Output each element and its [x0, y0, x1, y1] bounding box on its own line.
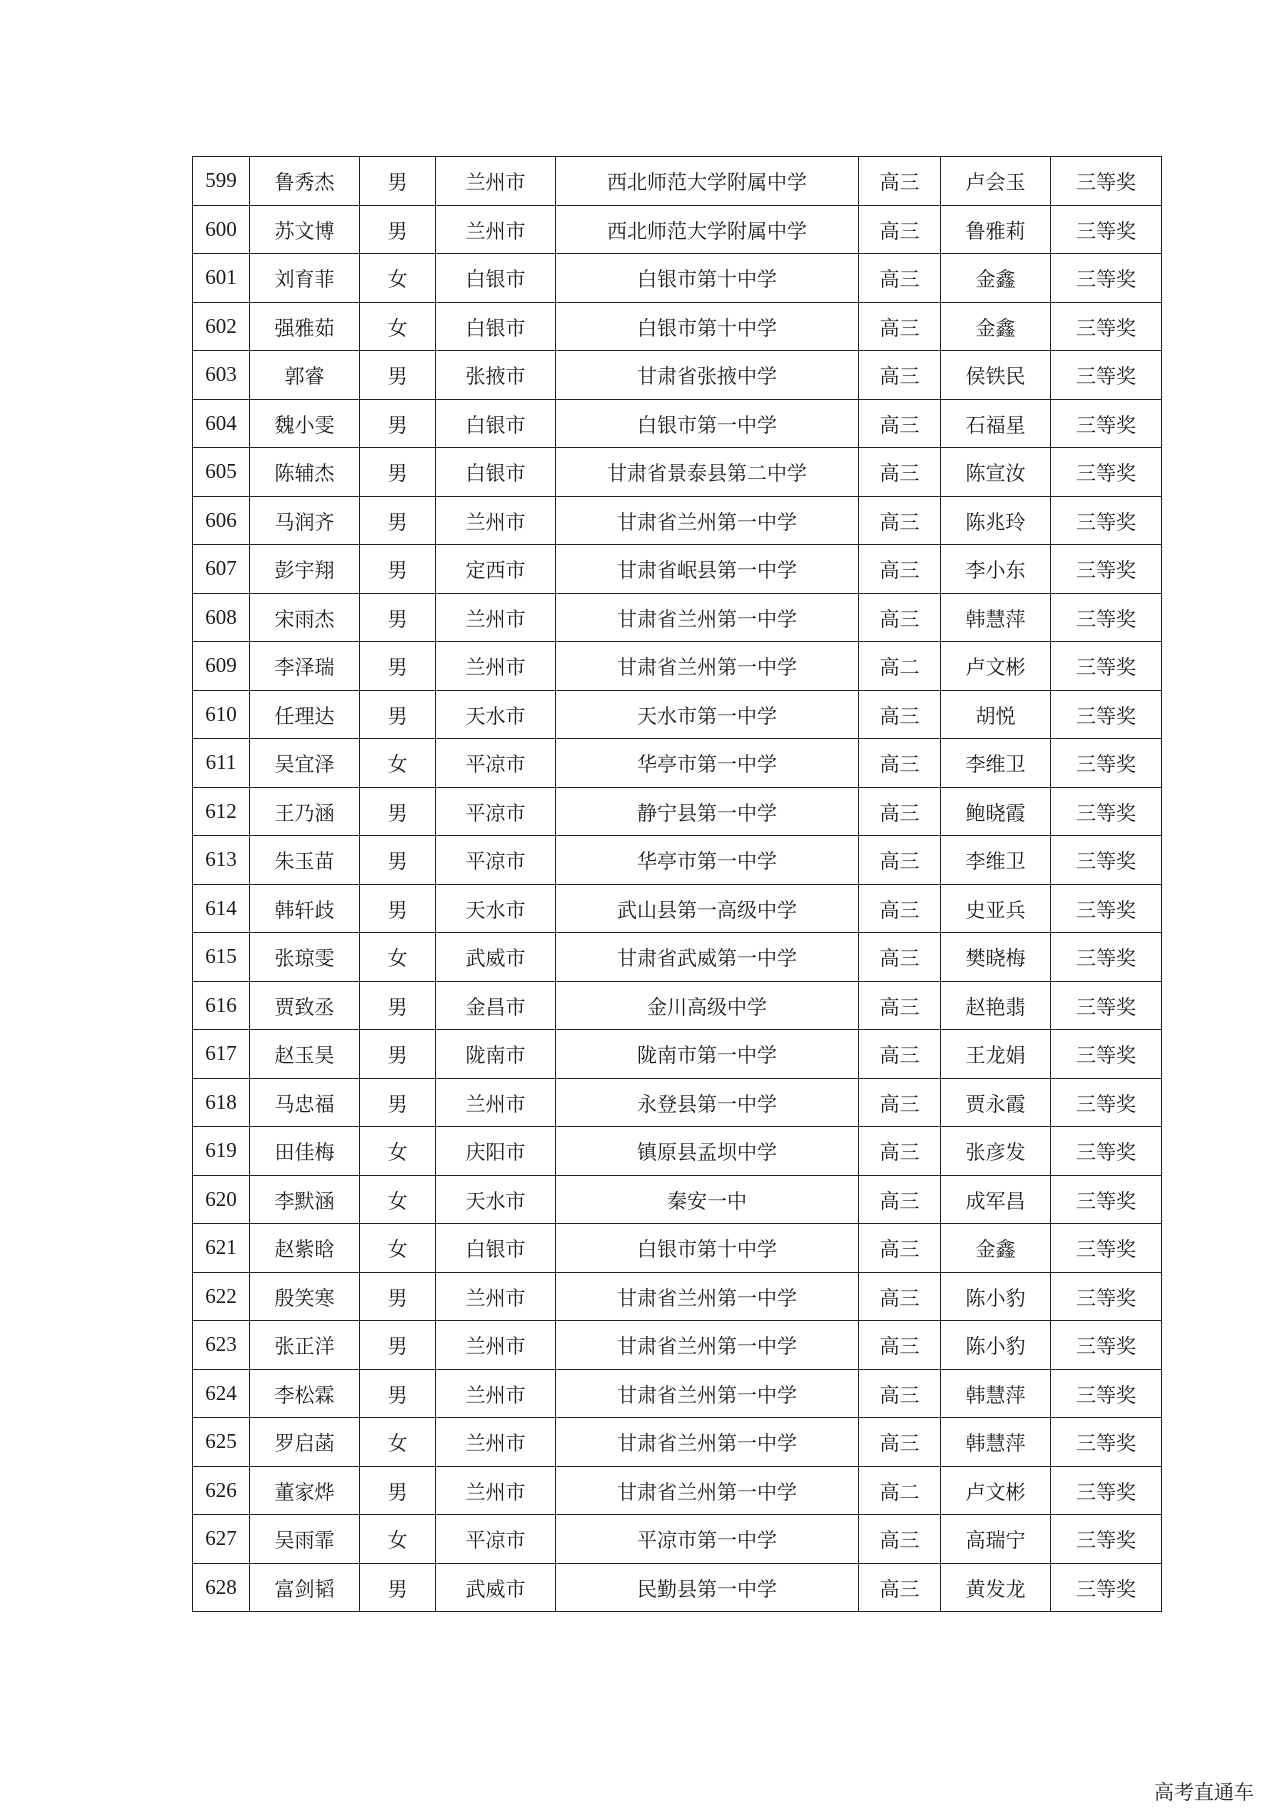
school-cell: 甘肃省景泰县第二中学: [556, 448, 859, 497]
teacher-cell: 韩慧萍: [941, 1418, 1051, 1467]
gender-cell: 女: [360, 1515, 436, 1564]
table-row: [193, 254, 1162, 303]
index-cell: 627: [193, 1515, 250, 1564]
grade-cell: 高三: [859, 739, 941, 788]
grade-cell: 高三: [859, 1272, 941, 1321]
name-cell: 刘育菲: [250, 254, 360, 303]
table-row: [193, 399, 1162, 448]
table-row: [193, 884, 1162, 933]
school-cell: 平凉市第一中学: [556, 1515, 859, 1564]
school-cell: 金川高级中学: [556, 981, 859, 1030]
award-cell: 三等奖: [1051, 1224, 1162, 1273]
school-cell: 西北师范大学附属中学: [556, 205, 859, 254]
table-row: [193, 1224, 1162, 1273]
city-cell: 天水市: [436, 884, 556, 933]
teacher-cell: 黄发龙: [941, 1563, 1051, 1612]
school-cell: 白银市第十中学: [556, 1224, 859, 1273]
city-cell: 白银市: [436, 302, 556, 351]
grade-cell: 高三: [859, 302, 941, 351]
index-cell: 621: [193, 1224, 250, 1273]
name-cell: 赵玉昊: [250, 1030, 360, 1079]
teacher-cell: 王龙娟: [941, 1030, 1051, 1079]
award-cell: 三等奖: [1051, 1418, 1162, 1467]
award-cell: 三等奖: [1051, 448, 1162, 497]
name-cell: 张正洋: [250, 1321, 360, 1370]
teacher-cell: 胡悦: [941, 690, 1051, 739]
grade-cell: 高三: [859, 1563, 941, 1612]
name-cell: 郭睿: [250, 351, 360, 400]
index-cell: 600: [193, 205, 250, 254]
gender-cell: 男: [360, 1369, 436, 1418]
name-cell: 董家烨: [250, 1466, 360, 1515]
name-cell: 陈辅杰: [250, 448, 360, 497]
grade-cell: 高三: [859, 1224, 941, 1273]
award-cell: 三等奖: [1051, 690, 1162, 739]
teacher-cell: 鲍晓霞: [941, 787, 1051, 836]
teacher-cell: 侯铁民: [941, 351, 1051, 400]
city-cell: 兰州市: [436, 1369, 556, 1418]
grade-cell: 高三: [859, 787, 941, 836]
award-cell: 三等奖: [1051, 787, 1162, 836]
grade-cell: 高三: [859, 254, 941, 303]
index-cell: 625: [193, 1418, 250, 1467]
city-cell: 陇南市: [436, 1030, 556, 1079]
city-cell: 白银市: [436, 399, 556, 448]
table-row: [193, 1030, 1162, 1079]
name-cell: 殷笑寒: [250, 1272, 360, 1321]
city-cell: 兰州市: [436, 1272, 556, 1321]
table-row: [193, 836, 1162, 885]
teacher-cell: 赵艳翡: [941, 981, 1051, 1030]
award-cell: 三等奖: [1051, 642, 1162, 691]
gender-cell: 男: [360, 884, 436, 933]
city-cell: 兰州市: [436, 593, 556, 642]
index-cell: 620: [193, 1175, 250, 1224]
table-row: [193, 593, 1162, 642]
teacher-cell: 陈兆玲: [941, 496, 1051, 545]
gender-cell: 女: [360, 254, 436, 303]
teacher-cell: 樊晓梅: [941, 933, 1051, 982]
school-cell: 白银市第一中学: [556, 399, 859, 448]
name-cell: 李默涵: [250, 1175, 360, 1224]
school-cell: 甘肃省岷县第一中学: [556, 545, 859, 594]
index-cell: 616: [193, 981, 250, 1030]
gender-cell: 男: [360, 448, 436, 497]
grade-cell: 高三: [859, 351, 941, 400]
name-cell: 田佳梅: [250, 1127, 360, 1176]
index-cell: 626: [193, 1466, 250, 1515]
school-cell: 天水市第一中学: [556, 690, 859, 739]
award-cell: 三等奖: [1051, 884, 1162, 933]
gender-cell: 男: [360, 787, 436, 836]
award-cell: 三等奖: [1051, 545, 1162, 594]
city-cell: 兰州市: [436, 1321, 556, 1370]
index-cell: 599: [193, 157, 250, 206]
school-cell: 永登县第一中学: [556, 1078, 859, 1127]
grade-cell: 高二: [859, 642, 941, 691]
city-cell: 兰州市: [436, 496, 556, 545]
index-cell: 611: [193, 739, 250, 788]
table-row: [193, 545, 1162, 594]
city-cell: 兰州市: [436, 1078, 556, 1127]
teacher-cell: 金鑫: [941, 254, 1051, 303]
name-cell: 李泽瑞: [250, 642, 360, 691]
grade-cell: 高三: [859, 545, 941, 594]
index-cell: 624: [193, 1369, 250, 1418]
teacher-cell: 卢文彬: [941, 1466, 1051, 1515]
school-cell: 甘肃省兰州第一中学: [556, 1466, 859, 1515]
school-cell: 静宁县第一中学: [556, 787, 859, 836]
table-row: [193, 1175, 1162, 1224]
gender-cell: 男: [360, 496, 436, 545]
name-cell: 贾致丞: [250, 981, 360, 1030]
school-cell: 华亭市第一中学: [556, 836, 859, 885]
teacher-cell: 卢会玉: [941, 157, 1051, 206]
award-cell: 三等奖: [1051, 205, 1162, 254]
index-cell: 612: [193, 787, 250, 836]
teacher-cell: 金鑫: [941, 1224, 1051, 1273]
city-cell: 平凉市: [436, 787, 556, 836]
teacher-cell: 高瑞宁: [941, 1515, 1051, 1564]
award-cell: 三等奖: [1051, 254, 1162, 303]
teacher-cell: 陈小豹: [941, 1321, 1051, 1370]
name-cell: 富剑韬: [250, 1563, 360, 1612]
school-cell: 镇原县孟坝中学: [556, 1127, 859, 1176]
gender-cell: 女: [360, 1224, 436, 1273]
grade-cell: 高三: [859, 1515, 941, 1564]
city-cell: 平凉市: [436, 836, 556, 885]
grade-cell: 高二: [859, 1466, 941, 1515]
name-cell: 彭宇翔: [250, 545, 360, 594]
school-cell: 秦安一中: [556, 1175, 859, 1224]
teacher-cell: 卢文彬: [941, 642, 1051, 691]
grade-cell: 高三: [859, 1127, 941, 1176]
gender-cell: 女: [360, 1418, 436, 1467]
teacher-cell: 韩慧萍: [941, 1369, 1051, 1418]
gender-cell: 男: [360, 593, 436, 642]
award-cell: 三等奖: [1051, 981, 1162, 1030]
gender-cell: 男: [360, 981, 436, 1030]
award-cell: 三等奖: [1051, 496, 1162, 545]
table-row: [193, 1078, 1162, 1127]
city-cell: 兰州市: [436, 1418, 556, 1467]
grade-cell: 高三: [859, 981, 941, 1030]
city-cell: 白银市: [436, 254, 556, 303]
table-row: [193, 1127, 1162, 1176]
award-cell: 三等奖: [1051, 1563, 1162, 1612]
name-cell: 魏小雯: [250, 399, 360, 448]
teacher-cell: 李维卫: [941, 836, 1051, 885]
table-body: [193, 157, 1162, 1612]
teacher-cell: 贾永霞: [941, 1078, 1051, 1127]
award-cell: 三等奖: [1051, 933, 1162, 982]
grade-cell: 高三: [859, 1418, 941, 1467]
teacher-cell: 张彦发: [941, 1127, 1051, 1176]
grade-cell: 高三: [859, 884, 941, 933]
gender-cell: 男: [360, 1563, 436, 1612]
teacher-cell: 陈小豹: [941, 1272, 1051, 1321]
table-row: [193, 157, 1162, 206]
gender-cell: 男: [360, 157, 436, 206]
grade-cell: 高三: [859, 1078, 941, 1127]
table-row: [193, 496, 1162, 545]
gender-cell: 男: [360, 1030, 436, 1079]
index-cell: 610: [193, 690, 250, 739]
index-cell: 604: [193, 399, 250, 448]
school-cell: 华亭市第一中学: [556, 739, 859, 788]
gender-cell: 男: [360, 1272, 436, 1321]
teacher-cell: 李小东: [941, 545, 1051, 594]
table-row: [193, 933, 1162, 982]
school-cell: 甘肃省兰州第一中学: [556, 642, 859, 691]
award-cell: 三等奖: [1051, 399, 1162, 448]
name-cell: 吴宜泽: [250, 739, 360, 788]
name-cell: 任理达: [250, 690, 360, 739]
name-cell: 鲁秀杰: [250, 157, 360, 206]
table-row: [193, 448, 1162, 497]
school-cell: 甘肃省兰州第一中学: [556, 1321, 859, 1370]
award-cell: 三等奖: [1051, 1321, 1162, 1370]
grade-cell: 高三: [859, 1369, 941, 1418]
grade-cell: 高三: [859, 1175, 941, 1224]
award-cell: 三等奖: [1051, 157, 1162, 206]
index-cell: 618: [193, 1078, 250, 1127]
school-cell: 甘肃省兰州第一中学: [556, 1369, 859, 1418]
gender-cell: 男: [360, 1466, 436, 1515]
teacher-cell: 史亚兵: [941, 884, 1051, 933]
table-row: [193, 642, 1162, 691]
award-table: [192, 156, 1162, 1612]
school-cell: 武山县第一高级中学: [556, 884, 859, 933]
grade-cell: 高三: [859, 836, 941, 885]
city-cell: 金昌市: [436, 981, 556, 1030]
school-cell: 陇南市第一中学: [556, 1030, 859, 1079]
city-cell: 兰州市: [436, 642, 556, 691]
school-cell: 甘肃省兰州第一中学: [556, 593, 859, 642]
name-cell: 赵紫晗: [250, 1224, 360, 1273]
city-cell: 武威市: [436, 933, 556, 982]
teacher-cell: 金鑫: [941, 302, 1051, 351]
teacher-cell: 成军昌: [941, 1175, 1051, 1224]
table-row: [193, 1272, 1162, 1321]
table-row: [193, 1321, 1162, 1370]
teacher-cell: 鲁雅莉: [941, 205, 1051, 254]
city-cell: 兰州市: [436, 205, 556, 254]
city-cell: 白银市: [436, 448, 556, 497]
watermark-text: 高考直通车: [1154, 1780, 1254, 1804]
school-cell: 西北师范大学附属中学: [556, 157, 859, 206]
gender-cell: 女: [360, 933, 436, 982]
table-row: [193, 787, 1162, 836]
name-cell: 吴雨霏: [250, 1515, 360, 1564]
index-cell: 605: [193, 448, 250, 497]
city-cell: 定西市: [436, 545, 556, 594]
award-cell: 三等奖: [1051, 1466, 1162, 1515]
teacher-cell: 陈宣汝: [941, 448, 1051, 497]
award-cell: 三等奖: [1051, 1515, 1162, 1564]
name-cell: 苏文博: [250, 205, 360, 254]
table-row: [193, 205, 1162, 254]
index-cell: 617: [193, 1030, 250, 1079]
city-cell: 平凉市: [436, 739, 556, 788]
award-cell: 三等奖: [1051, 836, 1162, 885]
grade-cell: 高三: [859, 448, 941, 497]
city-cell: 兰州市: [436, 157, 556, 206]
table-row: [193, 351, 1162, 400]
grade-cell: 高三: [859, 593, 941, 642]
table-row: [193, 739, 1162, 788]
table-row: [193, 1369, 1162, 1418]
school-cell: 甘肃省兰州第一中学: [556, 496, 859, 545]
school-cell: 白银市第十中学: [556, 254, 859, 303]
school-cell: 甘肃省兰州第一中学: [556, 1418, 859, 1467]
award-cell: 三等奖: [1051, 1272, 1162, 1321]
city-cell: 兰州市: [436, 1466, 556, 1515]
index-cell: 609: [193, 642, 250, 691]
index-cell: 614: [193, 884, 250, 933]
table-row: [193, 1466, 1162, 1515]
name-cell: 马润齐: [250, 496, 360, 545]
gender-cell: 男: [360, 1078, 436, 1127]
gender-cell: 女: [360, 739, 436, 788]
award-cell: 三等奖: [1051, 1127, 1162, 1176]
teacher-cell: 李维卫: [941, 739, 1051, 788]
award-cell: 三等奖: [1051, 351, 1162, 400]
teacher-cell: 韩慧萍: [941, 593, 1051, 642]
index-cell: 602: [193, 302, 250, 351]
index-cell: 622: [193, 1272, 250, 1321]
grade-cell: 高三: [859, 399, 941, 448]
grade-cell: 高三: [859, 205, 941, 254]
gender-cell: 女: [360, 1127, 436, 1176]
table-row: [193, 302, 1162, 351]
gender-cell: 男: [360, 545, 436, 594]
name-cell: 韩轩歧: [250, 884, 360, 933]
award-cell: 三等奖: [1051, 1030, 1162, 1079]
index-cell: 606: [193, 496, 250, 545]
grade-cell: 高三: [859, 1321, 941, 1370]
award-cell: 三等奖: [1051, 302, 1162, 351]
city-cell: 张掖市: [436, 351, 556, 400]
name-cell: 宋雨杰: [250, 593, 360, 642]
name-cell: 张琼雯: [250, 933, 360, 982]
grade-cell: 高三: [859, 933, 941, 982]
grade-cell: 高三: [859, 157, 941, 206]
index-cell: 601: [193, 254, 250, 303]
gender-cell: 男: [360, 690, 436, 739]
index-cell: 608: [193, 593, 250, 642]
award-cell: 三等奖: [1051, 739, 1162, 788]
gender-cell: 女: [360, 1175, 436, 1224]
school-cell: 甘肃省武威第一中学: [556, 933, 859, 982]
name-cell: 马忠福: [250, 1078, 360, 1127]
school-cell: 甘肃省兰州第一中学: [556, 1272, 859, 1321]
gender-cell: 男: [360, 399, 436, 448]
city-cell: 武威市: [436, 1563, 556, 1612]
city-cell: 平凉市: [436, 1515, 556, 1564]
city-cell: 天水市: [436, 1175, 556, 1224]
award-cell: 三等奖: [1051, 1369, 1162, 1418]
gender-cell: 男: [360, 351, 436, 400]
gender-cell: 男: [360, 836, 436, 885]
gender-cell: 男: [360, 1321, 436, 1370]
gender-cell: 女: [360, 302, 436, 351]
index-cell: 619: [193, 1127, 250, 1176]
gender-cell: 男: [360, 642, 436, 691]
index-cell: 615: [193, 933, 250, 982]
city-cell: 天水市: [436, 690, 556, 739]
name-cell: 王乃涵: [250, 787, 360, 836]
table-row: [193, 690, 1162, 739]
city-cell: 白银市: [436, 1224, 556, 1273]
grade-cell: 高三: [859, 690, 941, 739]
award-cell: 三等奖: [1051, 593, 1162, 642]
school-cell: 甘肃省张掖中学: [556, 351, 859, 400]
award-cell: 三等奖: [1051, 1078, 1162, 1127]
index-cell: 613: [193, 836, 250, 885]
city-cell: 庆阳市: [436, 1127, 556, 1176]
teacher-cell: 石福星: [941, 399, 1051, 448]
table-row: [193, 1563, 1162, 1612]
index-cell: 628: [193, 1563, 250, 1612]
grade-cell: 高三: [859, 496, 941, 545]
school-cell: 白银市第十中学: [556, 302, 859, 351]
table-row: [193, 1515, 1162, 1564]
award-cell: 三等奖: [1051, 1175, 1162, 1224]
index-cell: 607: [193, 545, 250, 594]
name-cell: 朱玉苗: [250, 836, 360, 885]
table-row: [193, 981, 1162, 1030]
grade-cell: 高三: [859, 1030, 941, 1079]
gender-cell: 男: [360, 205, 436, 254]
name-cell: 强雅茹: [250, 302, 360, 351]
table-row: [193, 1418, 1162, 1467]
school-cell: 民勤县第一中学: [556, 1563, 859, 1612]
index-cell: 603: [193, 351, 250, 400]
index-cell: 623: [193, 1321, 250, 1370]
name-cell: 李松霖: [250, 1369, 360, 1418]
name-cell: 罗启菡: [250, 1418, 360, 1467]
